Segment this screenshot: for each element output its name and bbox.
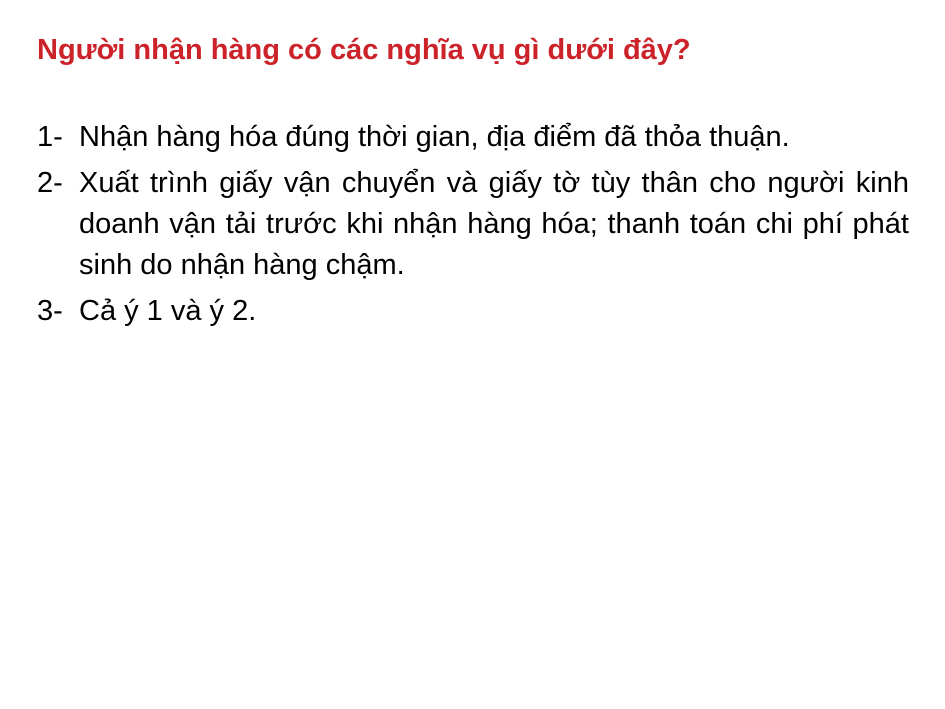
answer-option-3[interactable] xyxy=(37,291,909,332)
answer-option-2[interactable] xyxy=(37,163,909,286)
question-title: Người nhận hàng có các nghĩa vụ gì dưới đây? xyxy=(37,34,691,66)
answer-option-number: 3- xyxy=(37,295,63,327)
answer-option-1[interactable] xyxy=(37,117,909,158)
answer-options xyxy=(37,117,909,337)
answer-option-text: Cả ý 1 và ý 2. xyxy=(79,295,257,327)
answer-option-text: Nhận hàng hóa đúng thời gian, địa điểm đã thỏa thuận. xyxy=(79,121,790,153)
answer-option-number: 2- xyxy=(37,167,63,199)
answer-option-number: 1- xyxy=(37,121,63,153)
answer-option-text: Xuất trình giấy vận chuyển và giấy tờ tùy thân cho người kinh doanh vận tải trước khi nhận hàng hóa; thanh toán chi phí phát sinh do nhận hàng chậm. xyxy=(79,167,909,281)
